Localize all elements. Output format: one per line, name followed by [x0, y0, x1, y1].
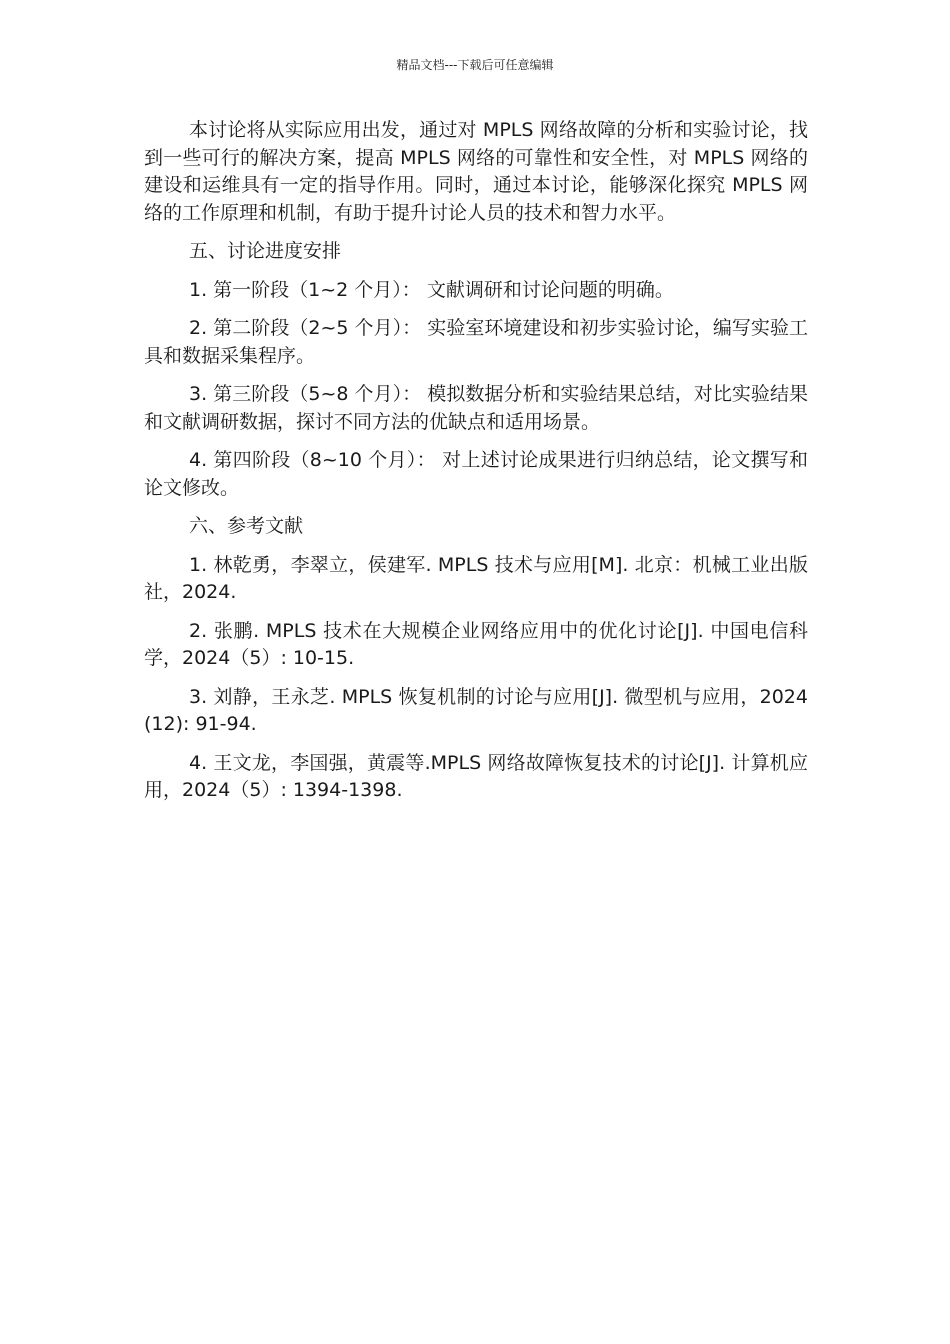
reference-item: 3. 刘静，王永芝. MPLS 恢复机制的讨论与应用[J]. 微型机与应用，2024(12): 91-94.	[144, 685, 808, 735]
schedule-item: 3. 第三阶段（5~8 个月）： 模拟数据分析和实验结果总结，对比实验结果和文献调研数据，探讨不同方法的优缺点和适用场景。	[144, 383, 808, 433]
reference-item: 4. 王文龙，李国强，黄震等.MPLS 网络故障恢复技术的讨论[J]. 计算机应用，2024（5）: 1394-1398.	[144, 751, 808, 801]
schedule-heading: 五、讨论进度安排	[189, 240, 342, 262]
schedule-item: 2. 第二阶段（2~5 个月）： 实验室环境建设和初步实验讨论，编写实验工具和数据采集程序。	[144, 317, 808, 367]
references-heading: 六、参考文献	[189, 515, 304, 537]
schedule-item: 4. 第四阶段（8~10 个月）： 对上述讨论成果进行归纳总结，论文撰写和论文修改。	[144, 449, 808, 499]
reference-item: 1. 林乾勇，李翠立，侯建军. MPLS 技术与应用[M]. 北京：机械工业出版社，2024.	[144, 553, 808, 603]
document-body	[144, 117, 808, 816]
page-header: 精品文档---下载后可任意编辑	[396, 58, 554, 72]
schedule-item: 1. 第一阶段（1~2 个月）： 文献调研和讨论问题的明确。	[189, 278, 674, 301]
reference-item: 2. 张鹏. MPLS 技术在大规模企业网络应用中的优化讨论[J]. 中国电信科学，2024（5）: 10-15.	[144, 619, 808, 669]
intro-paragraph: 本讨论将从实际应用出发，通过对 MPLS 网络故障的分析和实验讨论，找到一些可行的解决方案，提高 MPLS 网络的可靠性和安全性，对 MPLS 网络的建设和运维具有一定的指导作用。同时，通过本讨论，能够深化探究 MPLS 网络的工作原理和机制，有助于提升讨论人员的技术和智力水平。	[144, 119, 808, 224]
